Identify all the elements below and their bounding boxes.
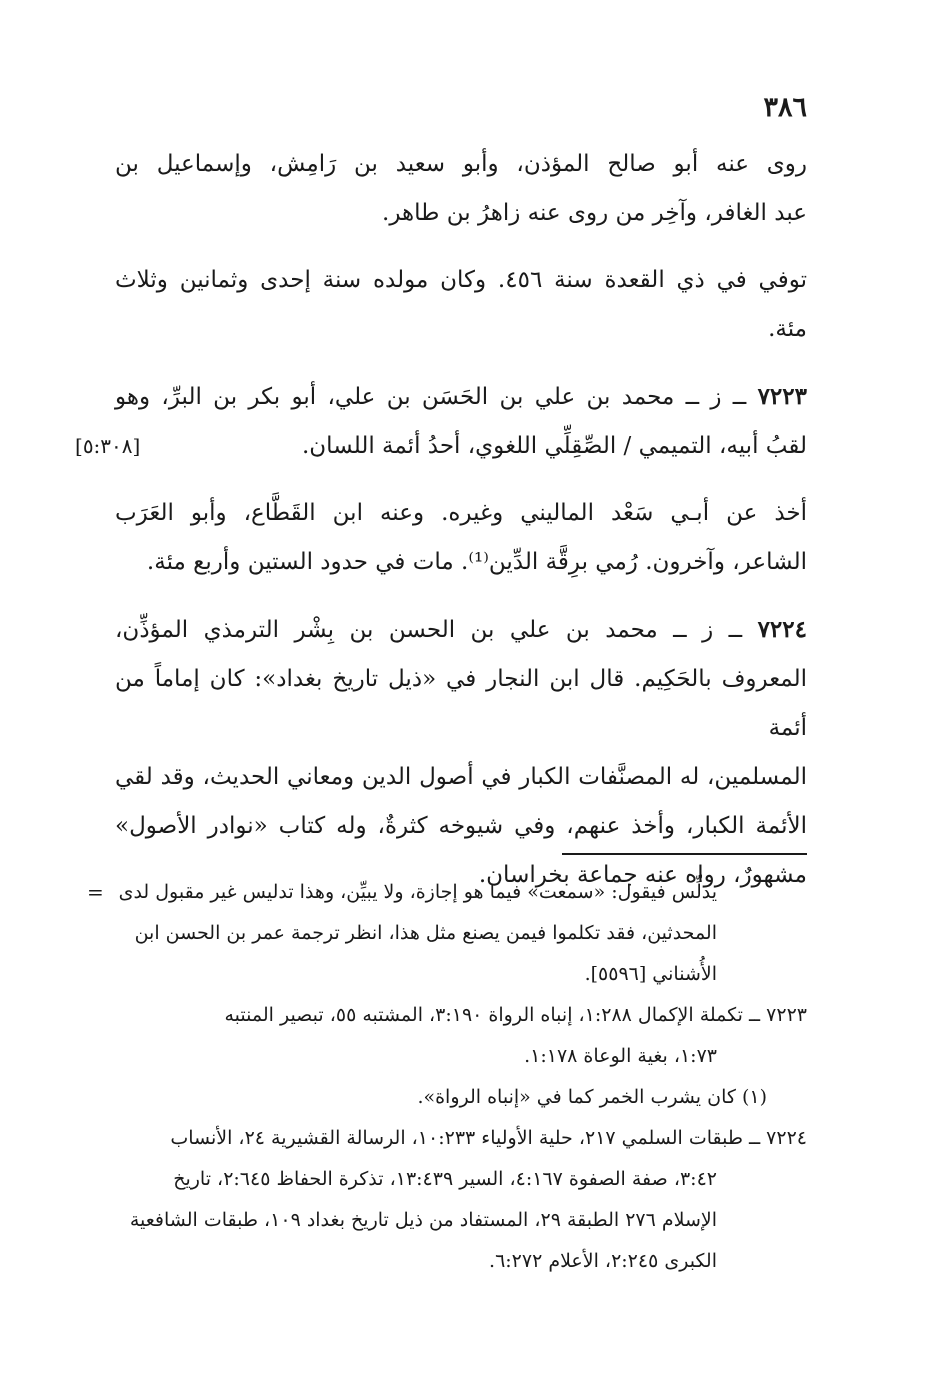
sources-7223 [115, 995, 807, 1077]
footnote-line: المحدثين، فقد تكلموا فيمن يصنع مثل هذا، انظر ترجمة عمر بن الحسن ابن [134, 922, 717, 944]
text-line [115, 605, 807, 655]
entry-number: ٧٢٢٣ [757, 383, 807, 410]
footnote-line: يدلِّس فيقول: «سمعت» فيما هو إجازة، ولا يبيِّن، وهذا تدليس غير مقبول لدى [118, 881, 717, 903]
text-line: توفي في ذي القعدة سنة ٤٥٦. وكان مولده سنة إحدى وثمانين وثلاث [115, 267, 807, 293]
text-line [115, 372, 807, 422]
footnotes [87, 872, 807, 1282]
footnote-separator [562, 853, 807, 855]
entry-heading: ــ ز ــ محمد بن علي بن الحَسَن بن علي، أبو بكر بن البرِّ، وهو [115, 384, 747, 410]
entry-heading-cont: لقبُ أبيه، التميمي / الصِّقِلِّي اللغوي، أحدُ أئمة اللسان. [301, 433, 807, 459]
footnote-line: ٧٢٢٤ ــ طبقات السلمي ٢١٧، حلية الأولياء ١٠:٢٣٣، الرسالة القشيرية ٢٤، الأنساب [170, 1127, 807, 1149]
text-line: الشاعر، وآخرون. رُمي برِقَّة الدِّين⁽¹⁾. مات في حدود الستين وأربع مئة. [146, 549, 807, 575]
footnote-line: ١:٧٣، بغية الوعاة ١:١٧٨. [524, 1045, 717, 1067]
entry-number: ٧٢٢٤ [757, 616, 807, 643]
text-line: المعروف بالحَكِيم. قال ابن النجار في «ذيل تاريخ بغداد»: كان إماماً من أئمة [115, 666, 807, 741]
original-page-reference: [٥:٣٠٨] [75, 434, 141, 458]
paragraph-teachers [115, 489, 807, 587]
page-number: ٣٨٦ [763, 92, 807, 123]
text-line: عبد الغافر، وآخِر من روى عنه زاهرُ بن طاهر. [382, 200, 807, 226]
footnote-line: الكبرى ٢:٢٤٥، الأعلام ٦:٢٧٢. [489, 1250, 717, 1272]
continuation-mark: = [87, 880, 104, 904]
footnote-line: الأُشناني [٥٥٩٦]. [584, 963, 717, 985]
entry-heading: ــ ز ــ محمد بن علي بن الحسن بن بِشْر الترمذي المؤذِّن، [115, 617, 743, 643]
footnote-1 [115, 1077, 807, 1118]
footnote-line: ٧٢٢٣ ــ تكملة الإكمال ١:٢٨٨، إنباه الرواة ٣:١٩٠، المشتبه ٥٥، تبصير المنتبه [224, 1004, 807, 1026]
text-line: مئة. [768, 316, 807, 342]
paragraph-narrators [115, 140, 807, 238]
text-line: الأئمة الكبار، وأخذ عنهم، وفي شيوخه كثرةٌ، وله كتاب «نوادر الأصول» [115, 813, 807, 839]
footnote-line: ٣:٤٢، صفة الصفوة ٤:١٦٧، السير ١٣:٤٣٩، تذكرة الحفاظ ٢:٦٤٥، تاريخ [173, 1168, 717, 1190]
footnote-line: (١) كان يشرب الخمر كما في «إنباه الرواة». [417, 1086, 767, 1108]
entry-7224 [115, 605, 807, 900]
sources-7224 [115, 1118, 807, 1282]
text-line: أخذ عن أبـي سَعْد الماليني وغيره. وعنه ابن القَطَّاع، وأبو العَرَب [115, 500, 807, 526]
text-line: روى عنه أبو صالح المؤذن، وأبو سعيد بن رَامِش، وإسماعيل بن [115, 151, 807, 177]
text-line: مشهورٌ، رواه عنه جماعة بخراسان. [478, 862, 807, 888]
text-line [75, 422, 807, 471]
footnote-continuation [87, 872, 807, 995]
paragraph-death-date [115, 256, 807, 354]
entry-7223 [75, 372, 807, 471]
main-text [75, 140, 807, 918]
footnote-line: الإسلام ٢٧٦ الطبقة ٢٩، المستفاد من ذيل تاريخ بغداد ١٠٩، طبقات الشافعية [129, 1209, 717, 1231]
text-line: المسلمين، له المصنَّفات الكبار في أصول الدين ومعاني الحديث، وقد لقي [115, 764, 807, 790]
